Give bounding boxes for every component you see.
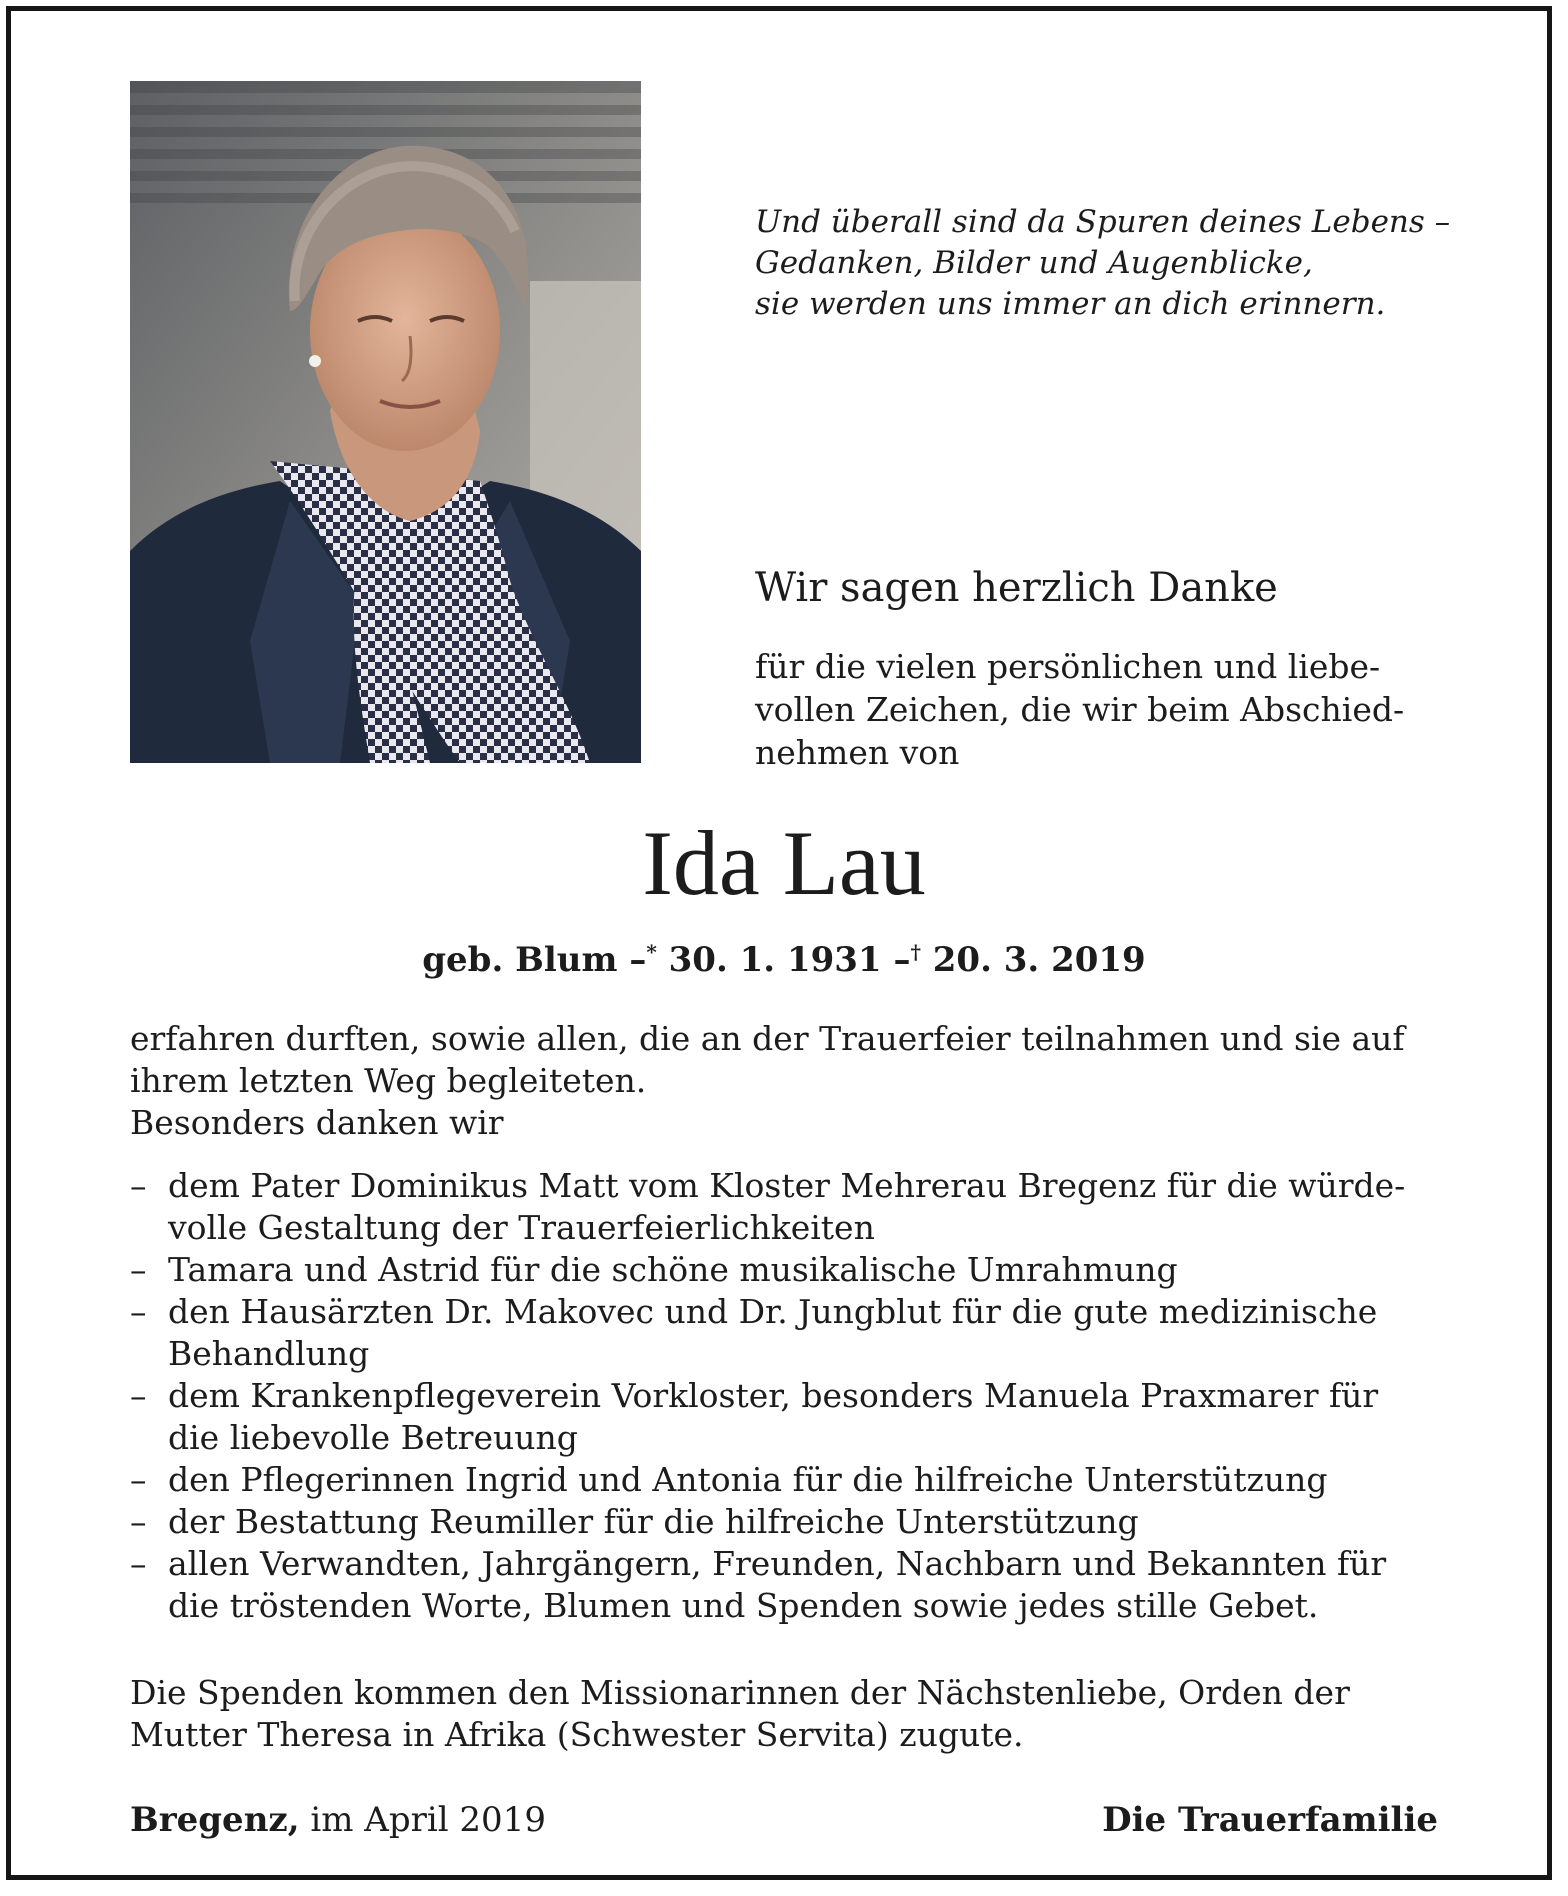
life-dates — [0, 940, 1568, 980]
list-item-line: den Hausärzten Dr. Makovec und Dr. Jungblut für die gute medizinische — [168, 1292, 1378, 1331]
list-dash: – — [130, 1292, 147, 1331]
deceased-name: Ida Lau — [642, 812, 926, 914]
donations-line: Mutter Theresa in Afrika (Schwester Servita) zugute. — [130, 1715, 1024, 1754]
died-date: 20. 3. 2019 — [932, 940, 1146, 980]
list-item-line: Behandlung — [168, 1334, 370, 1373]
list-dash: – — [130, 1502, 147, 1541]
signature: Die Trauerfamilie — [1102, 1800, 1438, 1840]
donations-line: Die Spenden kommen den Missionarinnen der Nächstenliebe, Orden der — [130, 1673, 1350, 1712]
list-dash: – — [130, 1166, 147, 1205]
memorial-quote — [755, 202, 1455, 325]
portrait-photo — [130, 81, 641, 763]
list-item-line: dem Pater Dominikus Matt vom Kloster Mehrerau Bregenz für die würde- — [168, 1166, 1406, 1205]
born-symbol: * — [646, 940, 657, 964]
died-symbol: † — [910, 940, 921, 964]
list-dash: – — [130, 1376, 147, 1415]
intro-line: nehmen von — [755, 733, 960, 772]
list-item-line: den Pflegerinnen Ingrid und Antonia für die hilfreiche Unterstützung — [168, 1460, 1328, 1499]
list-item — [130, 1165, 1440, 1249]
list-item-line: allen Verwandten, Jahrgängern, Freunden, Nachbarn und Bekannten für — [168, 1544, 1387, 1583]
list-item — [130, 1543, 1440, 1627]
list-item — [130, 1249, 1440, 1291]
body-line: Besonders danken wir — [130, 1103, 504, 1142]
list-item-line: die liebevolle Betreuung — [168, 1418, 578, 1457]
portrait-illustration — [130, 81, 641, 763]
body-line: erfahren durften, sowie allen, die an der Trauerfeier teilnahmen und sie auf — [130, 1019, 1405, 1058]
quote-line: sie werden uns immer an dich erinnern. — [755, 286, 1386, 322]
list-item — [130, 1291, 1440, 1375]
body-line: ihrem letzten Weg begleiteten. — [130, 1061, 647, 1100]
place-and-date — [130, 1800, 546, 1840]
date-separator: – — [893, 940, 911, 980]
list-dash: – — [130, 1544, 147, 1583]
list-item-line: der Bestattung Reumiller für die hilfreiche Unterstützung — [168, 1502, 1139, 1541]
list-item — [130, 1501, 1440, 1543]
intro-line: für die vielen persönlichen und liebe- — [755, 647, 1381, 686]
intro-line: vollen Zeichen, die wir beim Abschied- — [755, 690, 1405, 729]
place: Bregenz, — [130, 1800, 300, 1840]
list-item-line: volle Gestaltung der Trauerfeierlichkeiten — [168, 1208, 875, 1247]
list-item-line: dem Krankenpflegeverein Vorkloster, besonders Manuela Praxmarer für — [168, 1376, 1379, 1415]
donations-note — [130, 1672, 1440, 1756]
date-separator: – — [629, 940, 647, 980]
intro-text — [755, 645, 1440, 774]
list-item-line: Tamara und Astrid für die schöne musikalische Umrahmung — [168, 1250, 1178, 1289]
birth-name: geb. Blum — [422, 940, 618, 980]
list-item — [130, 1459, 1440, 1501]
thanks-heading: Wir sagen herzlich Danke — [755, 565, 1278, 611]
born-date: 30. 1. 1931 — [668, 940, 882, 980]
quote-line: Und überall sind da Spuren deines Lebens – — [755, 204, 1451, 240]
thanks-list — [130, 1165, 1440, 1627]
list-item-line: die tröstenden Worte, Blumen und Spenden sowie jedes stille Gebet. — [168, 1586, 1319, 1625]
list-dash: – — [130, 1460, 147, 1499]
quote-line: Gedanken, Bilder und Augenblicke, — [755, 245, 1313, 281]
list-dash: – — [130, 1250, 147, 1289]
list-item — [130, 1375, 1440, 1459]
body-text — [130, 1018, 1440, 1144]
date: im April 2019 — [310, 1800, 546, 1840]
